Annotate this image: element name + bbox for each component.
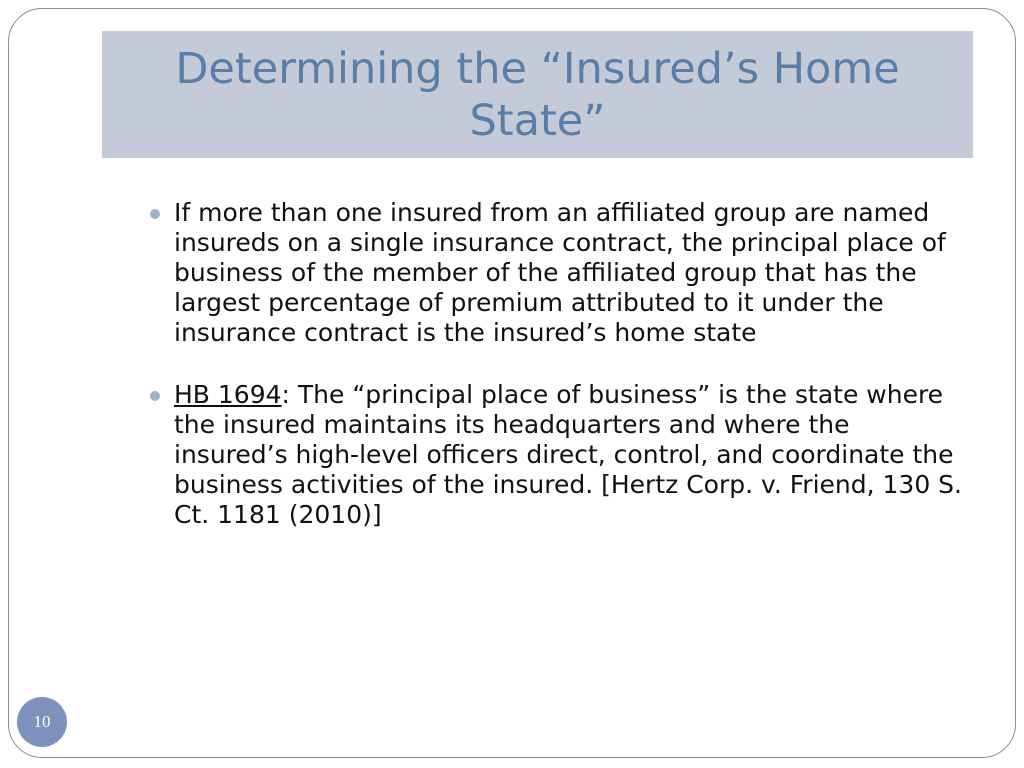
bullet-dot-icon	[150, 209, 160, 219]
bullet-text: If more than one insured from an affiliated group are named insureds on a single insurance contract, the principal place of business of the member of the affiliated group that has the largest percentage of premium attributed to it under the insurance contract is the insured’s home state	[174, 198, 946, 347]
bullet-body: : The “principal place of business” is the state where the insured maintains its headquarters and where the insured’s high-level officers direct, control, and coordinate the business activities of the insured. [Hertz Corp. v. Friend, 130 S. Ct. 1181 (2010)]	[174, 380, 962, 529]
bullet-item	[150, 198, 970, 348]
slide-content	[150, 198, 970, 562]
title-band	[102, 31, 973, 158]
bill-reference-link[interactable]: HB 1694	[174, 380, 282, 409]
slide-title: Determining the “Insured’s Home State”	[175, 43, 900, 146]
bullet-dot-icon	[150, 391, 160, 401]
bullet-item	[150, 380, 970, 530]
bullet-text	[174, 380, 970, 530]
page-number-badge: 10	[17, 697, 67, 747]
